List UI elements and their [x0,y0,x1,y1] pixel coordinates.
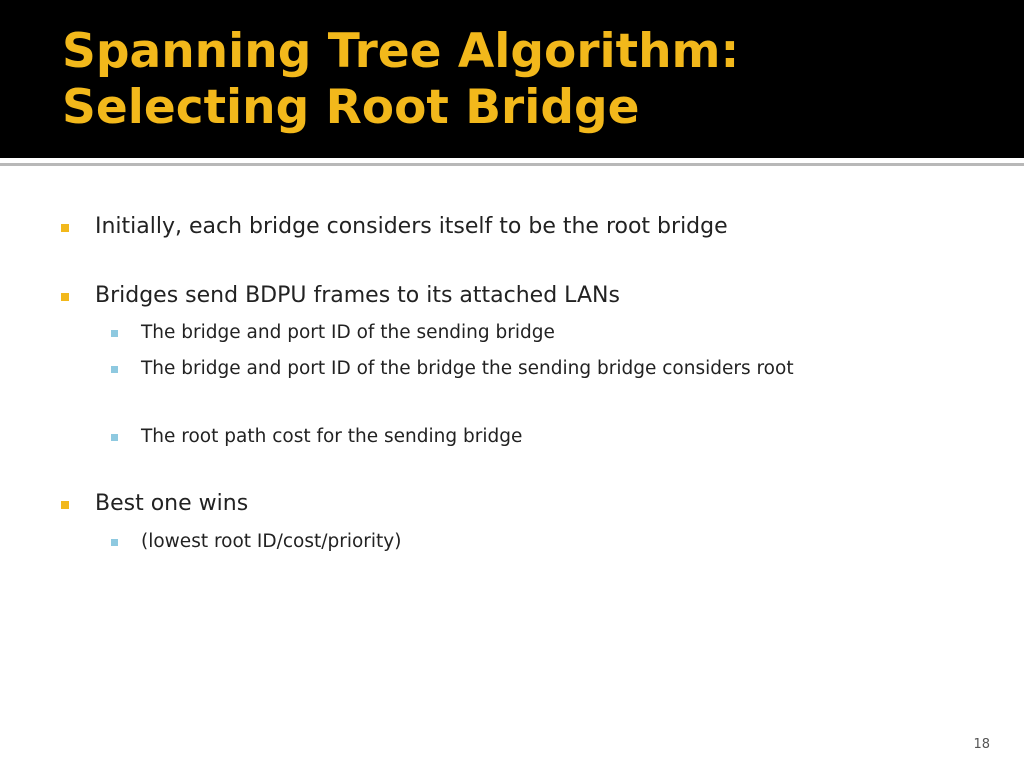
bullet-text-level-1: Bridges send BDPU frames to its attached LANs [95,283,620,308]
bullet-text-level-2: (lowest root ID/cost/priority) [141,531,402,552]
sub-bullet-square-icon [111,366,118,373]
bullet-text-level-1: Initially, each bridge considers itself to be the root bridge [95,214,728,239]
page-number: 18 [973,737,990,752]
bullet-square-icon [61,224,69,232]
title-divider [0,163,1024,166]
sub-bullet-square-icon [111,330,118,337]
slide-title-line-1: Spanning Tree Algorithm: [62,24,740,79]
bullet-text-level-2: The bridge and port ID of the bridge the sending bridge considers root [141,358,794,379]
slide-title-line-2: Selecting Root Bridge [62,80,640,135]
sub-bullet-square-icon [111,434,118,441]
sub-bullet-square-icon [111,539,118,546]
bullet-square-icon [61,293,69,301]
bullet-text-level-2: The root path cost for the sending bridge [141,426,523,447]
slide-title [62,24,1002,136]
bullet-text-level-2: The bridge and port ID of the sending bridge [141,322,555,343]
bullet-text-level-1: Best one wins [95,491,249,516]
bullet-square-icon [61,501,69,509]
